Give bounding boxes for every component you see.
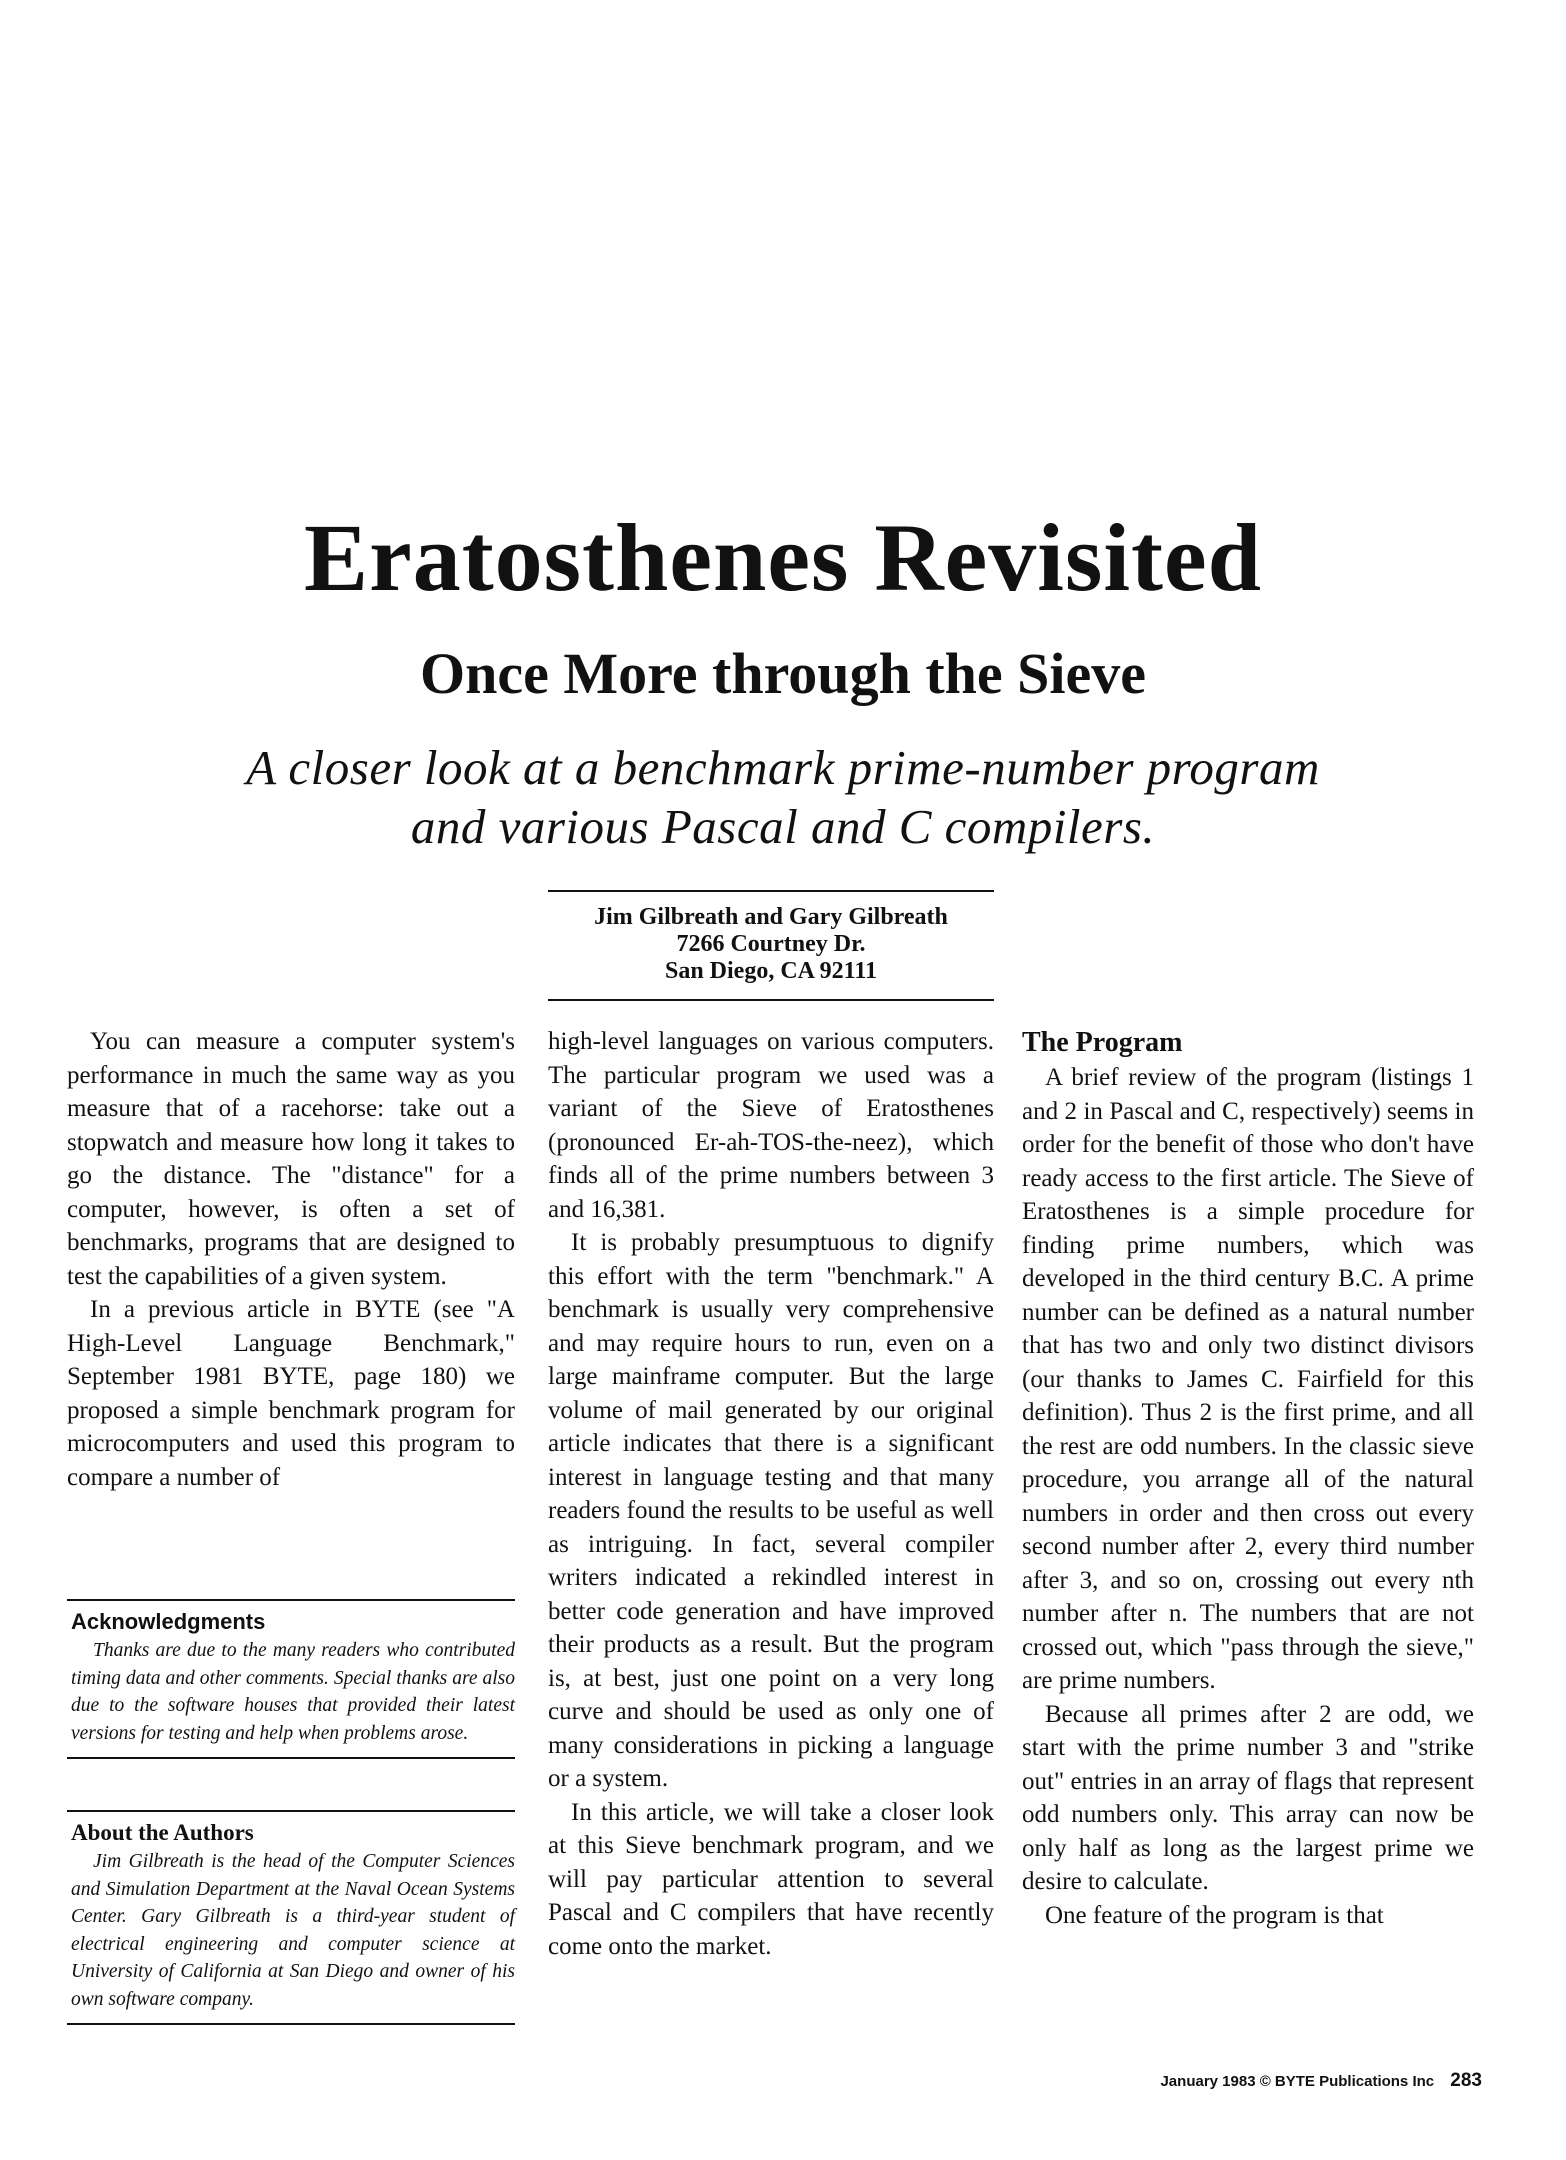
byline-authors: Jim Gilbreath and Gary Gilbreath	[594, 904, 948, 930]
article-title: Eratosthenes Revisited	[304, 504, 1262, 611]
column-2	[548, 1025, 994, 1963]
section-heading-the-program: The Program	[1022, 1027, 1183, 1058]
acknowledgments-heading: Acknowledgments	[71, 1609, 266, 1634]
column-1	[67, 1025, 515, 1494]
about-authors-text: Jim Gilbreath is the head of the Computer Sciences and Simulation Department at the Naval Ocean Systems Center. Gary Gilbreath is a third-year student of electrical engineering and computer science at University of California at San Diego and owner of his own software company.	[71, 1851, 515, 2010]
article-deck	[100, 738, 1466, 856]
acknowledgments-box	[67, 1599, 515, 1759]
page-footer	[1160, 2071, 1482, 2092]
about-authors-heading: About the Authors	[71, 1820, 254, 1845]
byline-city: San Diego, CA 92111	[664, 958, 878, 984]
byline-street: 7266 Courtney Dr.	[676, 931, 866, 957]
column-2-paragraph-1: high-level languages on various computers. The particular program we used was a variant of the Sieve of Eratosthenes (pronounced Er-ah-TOS-the-neez), which finds all of the prime numbers between 3 and 16,381.	[548, 1028, 994, 1223]
column-3-paragraph-3: One feature of the program is that	[1045, 1901, 1384, 1929]
column-2-paragraph-3: In this article, we will take a closer look at this Sieve benchmark program, and we will pay particular attention to several Pascal and C compilers that have recently come onto the market.	[548, 1798, 994, 1960]
article-subtitle: Once More through the Sieve	[420, 641, 1146, 706]
column-3	[1022, 1025, 1474, 1932]
deck-line-1: A closer look at a benchmark prime-number program	[246, 740, 1320, 795]
page-number: 283	[1450, 2070, 1482, 2091]
footer-issue: January 1983 © BYTE Publications Inc	[1160, 2073, 1435, 2090]
acknowledgments-text: Thanks are due to the many readers who contributed timing data and other comments. Special thanks are also due to the software houses that provided their latest versions for testing and help when problems arose.	[71, 1640, 515, 1744]
author-byline	[548, 890, 994, 1001]
column-2-paragraph-2: It is probably presumptuous to dignify this effort with the term "benchmark." A benchmark is usually very comprehensive and may require hours to run, even on a large mainframe computer. But the large volume of mail generated by our original article indicates that there is a significant interest in language testing and that many readers found the results to be useful as well as intriguing. In fact, several compiler writers indicated a rekindled interest in better code generation and have improved their products as a result. But the program is, at best, just one point on a very long curve and should be used as only one of many considerations in picking a language or a system.	[548, 1229, 994, 1792]
deck-line-2: and various Pascal and C compilers.	[410, 799, 1156, 854]
column-3-paragraph-2: Because all primes after 2 are odd, we start with the prime number 3 and "strike out" entries in an array of flags that represent odd numbers only. This array can now be only half as long as the largest prime we desire to calculate.	[1022, 1700, 1474, 1895]
column-3-paragraph-1: A brief review of the program (listings 1 and 2 in Pascal and C, respectively) seems in order for the benefit of those who don't have ready access to the first article. The Sieve of Eratosthenes is a simple procedure for finding prime numbers, which was developed in the third century B.C. A prime number can be defined as a natural number that has two and only two distinct divisors (our thanks to James C. Fairfield for this definition). Thus 2 is the first prime, and all the rest are odd numbers. In the classic sieve procedure, you arrange all of the natural numbers in order and then cross out every second number after 2, every third number after 3, and so on, crossing out every nth number after n. The numbers that are not crossed out, which "pass through the sieve," are prime numbers.	[1022, 1064, 1474, 1694]
about-authors-box	[67, 1810, 515, 2025]
column-1-paragraph-2: In a previous article in BYTE (see "A High-Level Language Benchmark," September 1981 BYTE, page 180) we proposed a simple benchmark program for microcomputers and used this program to compare a number of	[67, 1296, 515, 1491]
column-1-paragraph-1: You can measure a computer system's performance in much the same way as you measure that of a racehorse: take out a stopwatch and measure how long it takes to go the distance. The "distance" for a computer, however, is often a set of benchmarks, programs that are designed to test the capabilities of a given system.	[67, 1028, 515, 1290]
